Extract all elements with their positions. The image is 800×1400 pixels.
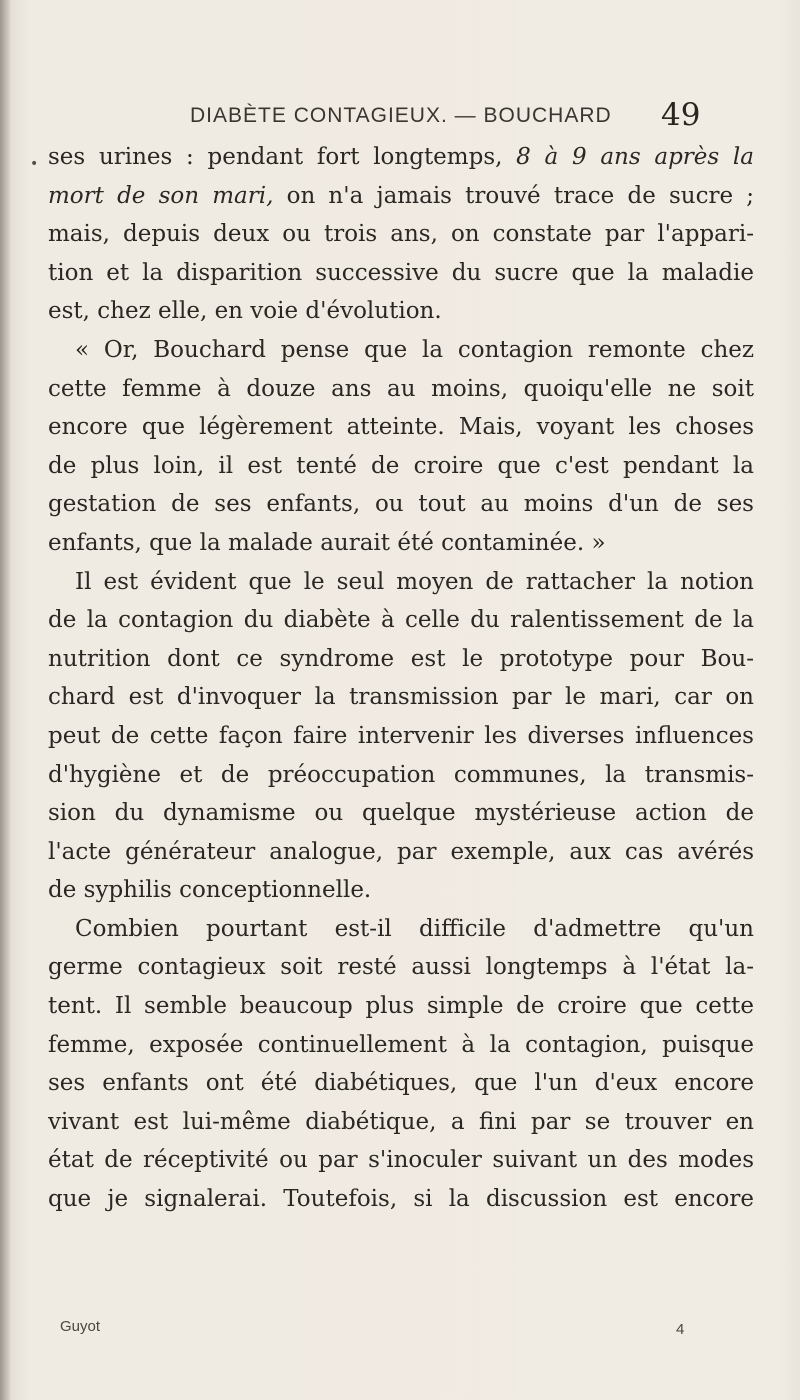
text-segment: on n'a jamais trouvé trace de sucre ;	[273, 182, 754, 209]
text-line: tion et la disparition successive du sucre que la maladie	[48, 259, 754, 286]
text-line: est, chez elle, en voie d'évolution.	[48, 298, 442, 325]
text-line: de la contagion du diabète à celle du ralentissement de la	[48, 607, 754, 634]
text-line: femme, exposée continuellement à la contagion, puisque	[48, 1031, 754, 1058]
paragraph-start: Il est évident que le seul moyen de rattacher la notion	[75, 568, 754, 595]
text-line: que je signalerai. Toutefois, si la discussion est encore	[48, 1186, 754, 1213]
page-footer	[0, 1318, 800, 1348]
text-line: encore que légèrement atteinte. Mais, voyant les choses	[48, 414, 754, 441]
page-number: 49	[661, 97, 701, 133]
text-line: d'hygiène et de préoccupation communes, la transmis-	[48, 761, 754, 788]
text-line: l'acte générateur analogue, par exemple, aux cas avérés	[48, 838, 754, 865]
text-line: vivant est lui-même diabétique, a fini par se trouver en	[48, 1108, 754, 1135]
text-line: chard est d'invoquer la transmission par le mari, car on	[48, 684, 754, 711]
page-gutter-shadow	[0, 0, 10, 1400]
text-line: ses enfants ont été diabétiques, que l'un d'eux encore	[48, 1070, 754, 1097]
text-line: peut de cette façon faire intervenir les diverses influences	[48, 722, 754, 749]
text-line: germe contagieux soit resté aussi longtemps à l'état la-	[48, 954, 754, 981]
text-line	[48, 138, 754, 177]
text-line: de plus loin, il est tenté de croire que c'est pendant la	[48, 452, 754, 479]
text-line: sion du dynamisme ou quelque mystérieuse action de	[48, 800, 754, 827]
printer-mark: Guyot	[60, 1318, 101, 1335]
text-line: mais, depuis deux ou trois ans, on constate par l'appari-	[48, 221, 754, 248]
paragraph-start: « Or, Bouchard pense que la contagion remonte chez	[75, 336, 754, 363]
text-line: gestation de ses enfants, ou tout au moins d'un de ses	[48, 491, 754, 518]
page-header	[0, 97, 800, 137]
text-line: enfants, que la malade aurait été contaminée. »	[48, 529, 606, 556]
text-line: tent. Il semble beaucoup plus simple de croire que cette	[48, 993, 754, 1020]
text-segment: ses urines : pendant fort longtemps,	[48, 144, 517, 170]
italic-segment: mort de son mari,	[48, 182, 274, 209]
text-line: cette femme à douze ans au moins, quoiqu'elle ne soit	[48, 375, 754, 402]
paragraph-start: Combien pourtant est-il difficile d'admettre qu'un	[75, 915, 754, 942]
margin-mark: •	[30, 156, 39, 172]
text-line: nutrition dont ce syndrome est le prototype pour Bou-	[48, 645, 754, 672]
text-line: de syphilis conceptionnelle.	[48, 877, 372, 904]
text-line	[48, 177, 754, 216]
body-text	[48, 138, 754, 1219]
signature-mark: 4	[676, 1321, 685, 1338]
italic-segment: 8 à 9 ans après la	[516, 144, 754, 170]
running-head: DIABÈTE CONTAGIEUX. — BOUCHARD	[190, 104, 612, 127]
text-line: état de réceptivité ou par s'inoculer suivant un des modes	[48, 1147, 754, 1174]
